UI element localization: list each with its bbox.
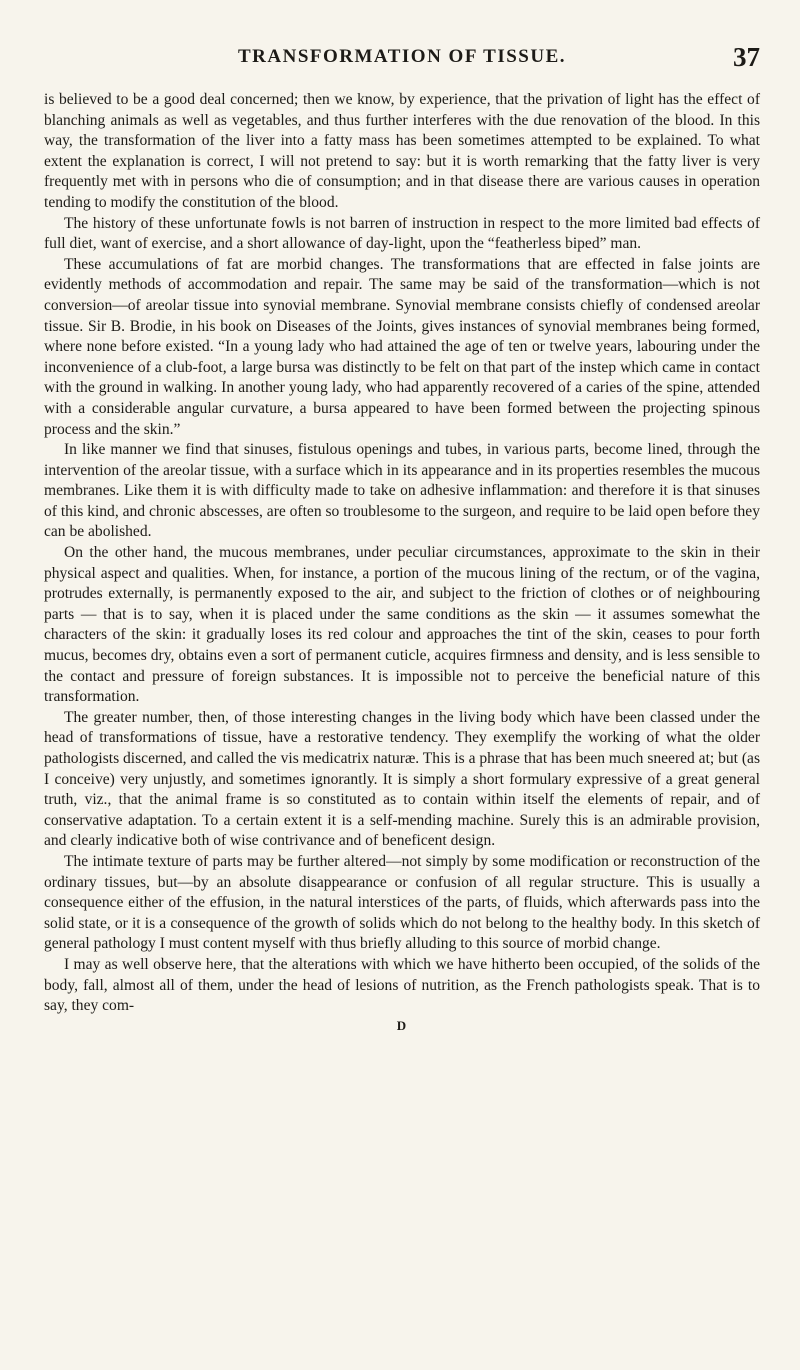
body-text [44, 90, 760, 1017]
paragraph-7: The intimate texture of parts may be further altered—not simply by some modification or reconstruction of the ordinary tissues, but—by an absolute disappearance or confusion of all regular structure. This is usually a consequence either of the effusion, in the natural interstices of the parts, of fluids, which afterwards pass into the solid state, or it is a consequence of the growth of solids which do not belong to the healthy body. In this sketch of general pathology I must content myself with thus briefly alluding to this source of morbid change. [44, 852, 760, 953]
paragraph-6: The greater number, then, of those interesting changes in the living body which have been classed under the head of transformations of tissue, have a restorative tendency. They exemplify the working of what the older pathologists discerned, and called the vis medicatrix naturæ. This is a phrase that has been much sneered at; but (as I conceive) very unjustly, and sometimes ignorantly. It is simply a short formulary expressive of a great general truth, viz., that the animal frame is so constituted as to contain within itself the elements of repair, and of conservative adaptation. To a certain extent it is a self-mending machine. Surely this is an admirable provision, and clearly indicative both of wise contrivance and of beneficent design. [44, 708, 760, 850]
signature-mark: D [396, 1017, 408, 1033]
paragraph-5: On the other hand, the mucous membranes, under peculiar circumstances, approximate to the skin in their physical aspect and qualities. When, for instance, a portion of the mucous lining of the rectum, or of the vagina, protrudes externally, is permanently exposed to the air, and subject to the friction of clothes or of neighbouring parts — that is to say, when it is placed under the same conditions as the skin — it assumes somewhat the characters of the skin: it gradually loses its red colour and approaches the tint of the skin, ceases to pour forth mucus, becomes dry, obtains even a sort of permanent cuticle, acquires firmness and density, and is less sensible to the contact and pressure of foreign substances. It is impossible not to perceive the beneficial nature of this transformation. [44, 544, 760, 706]
page-number: 37 [733, 42, 760, 72]
paragraph-2: The history of these unfortunate fowls is not barren of instruction in respect to the more limited bad effects of full diet, want of exercise, and a short allowance of day-light, upon the “featherless biped” man. [44, 214, 760, 253]
running-head [44, 40, 760, 84]
paragraph-3: These accumulations of fat are morbid changes. The transformations that are effected in false joints are evidently methods of accommodation and repair. The same may be said of the transformation—which is not conversion—of areolar tissue into synovial membrane. Synovial membrane consists chiefly of condensed areolar tissue. Sir B. Brodie, in his book on Diseases of the Joints, gives instances of synovial membranes being formed, where none before existed. “In a young lady who had attained the age of ten or twelve years, labouring under the inconvenience of a club-foot, a large bursa was distinctly to be felt on that part of the instep which came in contact with the ground in walking. In another young lady, who had apparently recovered of a caries of the spine, attended with a considerable angular curvature, a bursa appeared to have been formed between the projecting spinous process and the skin.” [44, 255, 760, 438]
running-title: TRANSFORMATION OF TISSUE. [237, 46, 566, 67]
paragraph-4: In like manner we find that sinuses, fistulous openings and tubes, in various parts, become lined, through the intervention of the areolar tissue, with a surface which in its appearance and in its properties resembles the mucous membranes. Like them it is with difficulty made to take on adhesive inflammation: and therefore it is that sinuses of this kind, and chronic abscesses, are often so troublesome to the surgeon, and require to be laid open before they can be abolished. [44, 441, 760, 541]
paragraph-8: I may as well observe here, that the alterations with which we have hitherto been occupied, of the solids of the body, fall, almost all of them, under the head of lesions of nutrition, as the French pathologists speak. That is to say, they com- [44, 955, 760, 1015]
paragraph-1: is believed to be a good deal concerned; then we know, by experience, that the privation of light has the effect of blanching animals as well as vegetables, and thus further interferes with the due renovation of the blood. In this way, the transformation of the liver into a fatty mass has been sometimes attempted to be explained. To what extent the explanation is correct, I will not pretend to say: but it is worth remarking that the fatty liver is very frequently met with in persons who die of consumption; and in that disease there are various causes in operation tending to modify the constitution of the blood. [44, 91, 760, 211]
book-page [44, 40, 760, 1340]
